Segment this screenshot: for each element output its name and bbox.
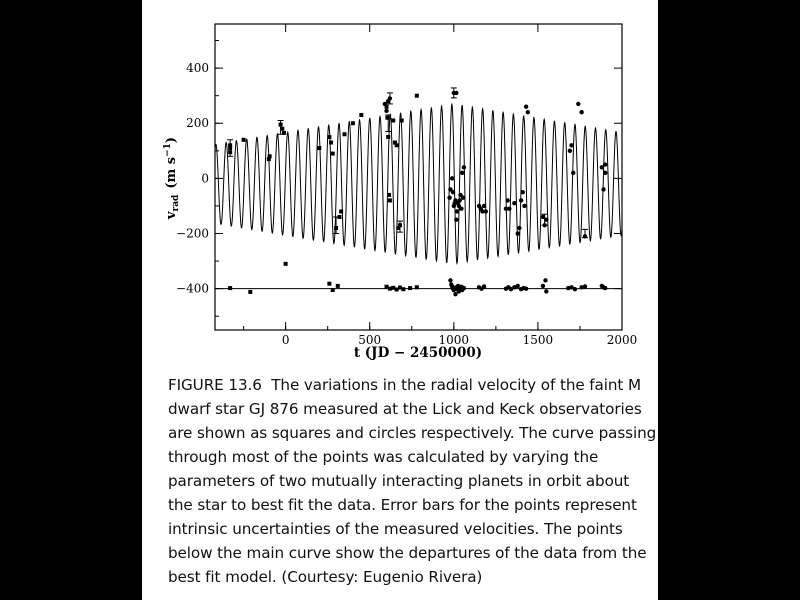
point-keck-circle xyxy=(384,109,388,113)
caption-line: FIGURE 13.6 The variations in the radial velocity of the faint M xyxy=(168,376,641,394)
point-keck-circle xyxy=(450,176,454,180)
point-keck-circle xyxy=(521,190,525,194)
y-tick-label: 200 xyxy=(186,116,209,131)
y-tick-label: 400 xyxy=(186,61,209,76)
point-lick-square xyxy=(359,113,363,117)
residual-keck-circle xyxy=(448,278,452,282)
point-keck-circle xyxy=(507,207,511,211)
point-keck-circle xyxy=(454,218,458,222)
data-markers xyxy=(227,88,607,296)
residual-lick-square xyxy=(331,288,335,292)
point-keck-circle xyxy=(519,198,523,202)
residual-lick-square xyxy=(336,284,340,288)
radial-velocity-chart xyxy=(142,0,658,365)
caption-line: the star to best fit the data. Error bars for the points represent xyxy=(168,496,637,514)
point-lick-square xyxy=(388,198,392,202)
y-tick-labels xyxy=(176,61,209,296)
residual-lick-square xyxy=(415,285,419,289)
y-tick-label: −200 xyxy=(176,226,209,241)
book-page xyxy=(142,0,658,600)
residual-lick-square xyxy=(408,286,412,290)
point-lick-square xyxy=(343,132,347,136)
y-axis-label-unit: (m s xyxy=(164,156,179,189)
point-lick-square xyxy=(351,121,355,125)
x-tick-label: 1500 xyxy=(522,333,554,347)
point-lick-square xyxy=(391,118,395,122)
point-keck-circle xyxy=(455,209,459,213)
y-axis-label-close: ) xyxy=(164,136,179,144)
residual-keck-circle xyxy=(603,286,607,290)
figure-caption xyxy=(168,373,657,589)
point-keck-circle xyxy=(505,198,509,202)
residual-keck-circle xyxy=(524,286,528,290)
point-keck-circle xyxy=(454,91,458,95)
point-lick-square xyxy=(242,138,246,142)
point-keck-circle xyxy=(516,231,520,235)
caption-line: best fit model. (Courtesy: Eugenio Rivera) xyxy=(168,568,483,586)
x-tick-label: 500 xyxy=(358,333,382,347)
caption-line: dwarf star GJ 876 measured at the Lick and Keck observatories xyxy=(168,400,642,418)
y-axis-label xyxy=(163,137,181,220)
residual-keck-circle xyxy=(482,284,486,288)
point-keck-circle xyxy=(522,204,526,208)
residual-keck-circle xyxy=(573,287,577,291)
residual-keck-circle xyxy=(543,278,547,282)
y-axis-label-sub: rad xyxy=(171,194,181,212)
point-lick-square xyxy=(395,143,399,147)
point-keck-circle xyxy=(579,110,583,114)
point-lick-square xyxy=(268,154,272,158)
caption-line: below the main curve show the departures of the data from the xyxy=(168,544,647,562)
point-keck-circle xyxy=(526,110,530,114)
x-tick-label: 2000 xyxy=(606,333,638,347)
residual-keck-circle xyxy=(462,286,466,290)
y-tick-label: 0 xyxy=(201,171,209,186)
point-lick-square xyxy=(400,118,404,122)
caption-line: intrinsic uncertainties of the measured velocities. The points xyxy=(168,520,623,538)
point-lick-square xyxy=(317,146,321,150)
point-keck-circle xyxy=(603,171,607,175)
point-keck-circle xyxy=(569,143,573,147)
y-axis-label-main: v xyxy=(164,211,179,220)
point-keck-circle xyxy=(517,226,521,230)
point-keck-circle xyxy=(512,201,516,205)
point-lick-square xyxy=(329,141,333,145)
x-axis-label: t (JD − 2450000) xyxy=(353,345,483,361)
point-keck-circle xyxy=(461,195,465,199)
point-keck-circle xyxy=(447,195,451,199)
point-keck-circle xyxy=(459,207,463,211)
point-keck-circle xyxy=(482,204,486,208)
residual-lick-square xyxy=(327,282,331,286)
residual-keck-circle xyxy=(583,284,587,288)
caption-line: are shown as squares and circles respectively. The curve passing xyxy=(168,424,657,442)
caption-line: through most of the points was calculated by varying the xyxy=(168,448,599,466)
point-keck-circle xyxy=(451,190,455,194)
residual-keck-circle xyxy=(516,284,520,288)
y-axis-label-exp: −1 xyxy=(163,143,173,157)
caption-line: parameters of two mutually interacting planets in orbit about xyxy=(168,472,630,490)
point-keck-circle xyxy=(576,102,580,106)
residual-lick-square xyxy=(248,290,252,294)
residual-keck-circle xyxy=(544,289,548,293)
residual-lick-square xyxy=(228,286,232,290)
residual-keck-circle xyxy=(541,284,545,288)
point-keck-circle xyxy=(460,171,464,175)
point-lick-square xyxy=(387,193,391,197)
x-tick-label: 1000 xyxy=(438,333,470,347)
point-lick-square xyxy=(385,116,389,120)
point-lick-square xyxy=(415,94,419,98)
point-keck-circle xyxy=(484,209,488,213)
point-keck-circle xyxy=(462,165,466,169)
point-lick-square xyxy=(327,135,331,139)
model-curve xyxy=(215,104,622,263)
point-lick-square xyxy=(386,135,390,139)
point-lick-square xyxy=(331,152,335,156)
residual-lick-square xyxy=(284,262,288,266)
x-tick-label: 0 xyxy=(281,333,290,347)
point-keck-circle xyxy=(568,149,572,153)
point-lick-square xyxy=(339,209,343,213)
residual-lick-square xyxy=(401,287,405,291)
point-keck-circle xyxy=(603,162,607,166)
point-keck-circle xyxy=(571,171,575,175)
point-keck-circle xyxy=(601,187,605,191)
point-keck-circle xyxy=(524,105,528,109)
y-tick-label: −400 xyxy=(176,281,209,296)
